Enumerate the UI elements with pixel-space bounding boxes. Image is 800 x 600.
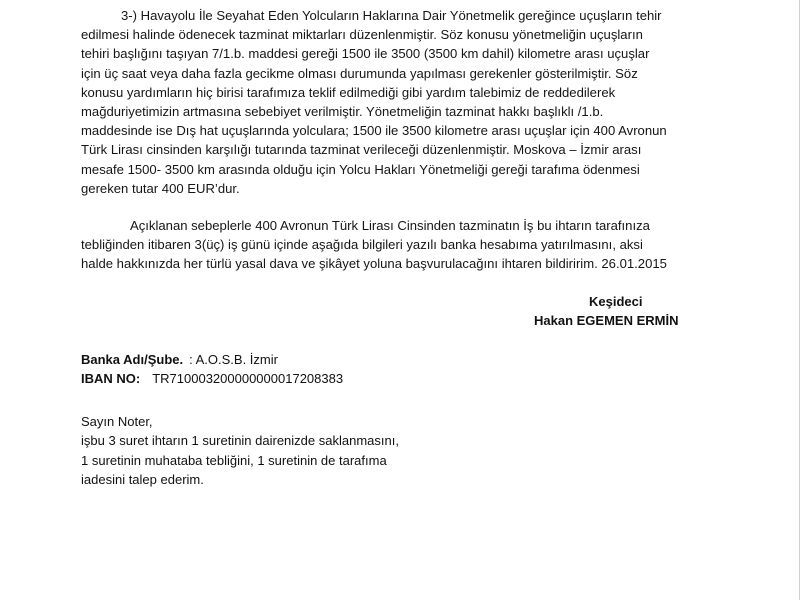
paragraph-line: konusu yardımların hiç birisi tarafımıza teklif edilmediği gibi yardım talebimiz de reddedilerek (81, 84, 616, 100)
paragraph-line: mağduriyetimizin artmasına sebebiyet verilmiştir. Yönetmeliğin tazminat hakkı başlıklı /1.b. (81, 104, 604, 120)
paragraph-line: 3-) Havayolu İle Seyahat Eden Yolcuların Haklarına Dair Yönetmelik gereğince uçuşların tehir (121, 8, 662, 23)
bank-name-label: Banka Adı/Şube. (81, 352, 184, 367)
paragraph-line: Türk Lirası cinsinden karşılığı tutarında tazminat verileceği düzenlenmiştir. Moskova – İzmir arası (81, 142, 642, 158)
signature-block (81, 292, 723, 330)
paragraph-line: halde hakkınızda her türlü yasal dava ve şikâyet yoluna başvurulacağını ihtaren bildiririm. 26.01.2015 (81, 256, 667, 272)
paragraph-line: mesafe 1500- 3500 km arasında olduğu için Yolcu Hakları Yönetmeliği gereği tarafıma ödenmesi (81, 161, 640, 177)
paragraph-line: tehiri başlığını taşıyan 7/1.b. maddesi gereği 1500 ile 3500 (3500 km dahil) kilometre arası uçuşlar (81, 46, 650, 62)
paragraph-line: maddesinde ise Dış hat uçuşlarında yolculara; 1500 ile 3500 kilometre arası uçuşlar için 400 Avronun (81, 123, 667, 139)
bank-name-row (81, 350, 343, 369)
document-body (81, 6, 723, 487)
paragraph-line: Açıklanan sebeplerle 400 Avronun Türk Lirası Cinsinden tazminatın İş bu ihtarın tarafınıza (130, 218, 650, 234)
closing-line: iadesini talep ederim. (81, 471, 204, 487)
closing-line: işbu 3 suret ihtarın 1 suretinin dairenizde saklanmasını, (81, 433, 399, 449)
paragraph-flight-delay-regulation (81, 6, 723, 198)
iban-value: TR710003200000000017208383 (152, 371, 344, 386)
closing-salutation: Sayın Noter, (81, 414, 153, 429)
iban-row (81, 369, 343, 388)
signature-label: Keşideci (589, 294, 643, 309)
closing-request (81, 412, 399, 489)
iban-label: IBAN NO: (81, 371, 141, 386)
bank-name-value: : A.O.S.B. İzmir (189, 352, 278, 367)
paragraph-compensation-demand (81, 216, 723, 274)
paragraph-line: tebliğinden itibaren 3(üç) iş günü içinde aşağıda bilgileri yazılı banka hesabıma yatırılmasını, aksi (81, 237, 643, 253)
paragraph-line: için üç saat veya daha fazla gecikme olması durumunda yapılması gerekenler gösterilmiştir. Söz (81, 65, 638, 81)
closing-line: 1 suretinin muhataba tebliğini, 1 suretinin de tarafıma (81, 452, 387, 468)
paragraph-line: edilmesi halinde ödenecek tazminat miktarları düzenlenmiştir. Söz konusu yönetmeliğin uçuşların (81, 27, 643, 43)
paragraph-line: gereken tutar 400 EUR’dur. (81, 180, 240, 196)
signature-name: Hakan EGEMEN ERMİN (534, 313, 679, 328)
bank-details (81, 350, 343, 388)
